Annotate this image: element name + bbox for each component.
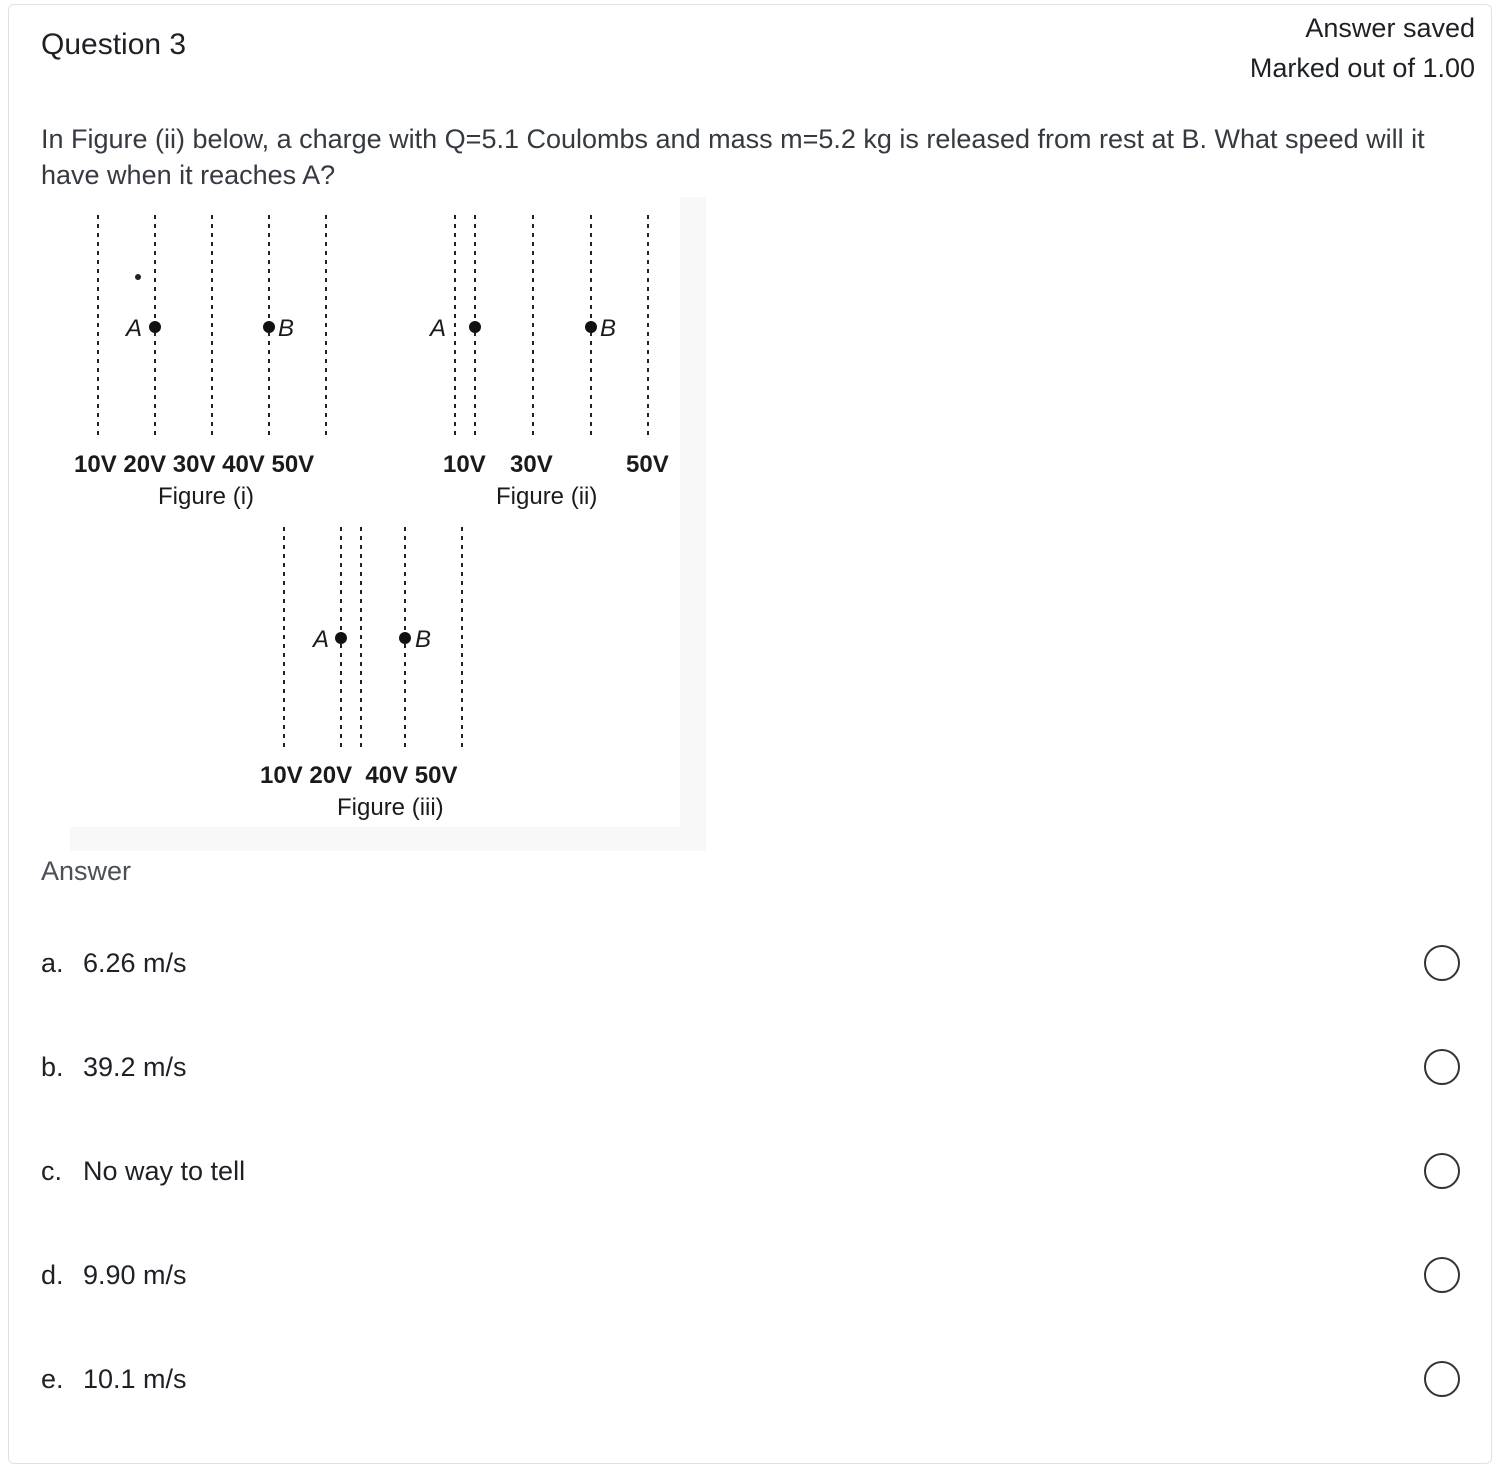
marked-out-of: Marked out of 1.00 bbox=[1249, 53, 1475, 83]
answer-option-e[interactable] bbox=[41, 1349, 1461, 1409]
option-b-letter: b. bbox=[41, 1051, 64, 1082]
figure-background bbox=[70, 197, 680, 827]
fig2-point-b-dot bbox=[585, 321, 597, 333]
option-a-label[interactable]: 6.26 m/s bbox=[83, 947, 187, 978]
figure-svg bbox=[70, 197, 706, 851]
answer-saved-status: Answer saved bbox=[1305, 13, 1475, 43]
answer-option-c[interactable] bbox=[41, 1141, 1461, 1201]
option-c-letter: c. bbox=[41, 1155, 63, 1186]
option-d-radio[interactable] bbox=[1424, 1257, 1460, 1293]
fig1-point-a-label: A bbox=[126, 315, 143, 342]
fig2-label-30v: 30V bbox=[510, 451, 553, 478]
fig3-voltage-labels: 10V 20V 40V 50V bbox=[260, 762, 458, 789]
option-e-radio[interactable] bbox=[1424, 1361, 1460, 1397]
option-d-label[interactable]: 9.90 m/s bbox=[83, 1259, 187, 1290]
option-a-letter: a. bbox=[41, 947, 64, 978]
fig2-point-b-label: B bbox=[600, 315, 617, 342]
option-c-radio[interactable] bbox=[1424, 1153, 1460, 1189]
fig2-caption: Figure (ii) bbox=[496, 483, 598, 510]
fig1-point-a-dot bbox=[149, 321, 161, 333]
answer-option-b[interactable] bbox=[41, 1037, 1461, 1097]
fig2-label-50v: 50V bbox=[626, 451, 669, 478]
fig1-point-b-dot bbox=[263, 321, 275, 333]
equipotential-figure bbox=[70, 197, 706, 851]
fig3-point-b-label: B bbox=[415, 626, 432, 653]
question-text: In Figure (ii) below, a charge with Q=5.1 Coulombs and mass m=5.2 kg is released from rest at B. What speed will it have when it reaches A? bbox=[41, 124, 1425, 190]
fig3-point-a-label: A bbox=[313, 626, 330, 653]
option-d-text[interactable] bbox=[41, 1260, 187, 1291]
option-b-label[interactable]: 39.2 m/s bbox=[83, 1051, 187, 1082]
option-e-label[interactable]: 10.1 m/s bbox=[83, 1363, 187, 1394]
fig1-voltage-labels: 10V 20V 30V 40V 50V bbox=[74, 451, 315, 478]
fig3-point-a-dot bbox=[335, 632, 347, 644]
fig2-point-a-label: A bbox=[430, 315, 447, 342]
option-e-text[interactable] bbox=[41, 1364, 187, 1395]
option-d-letter: d. bbox=[41, 1259, 64, 1290]
fig2-point-a-dot bbox=[469, 321, 481, 333]
option-e-letter: e. bbox=[41, 1363, 64, 1394]
fig3-point-b-dot bbox=[399, 632, 411, 644]
answer-label: Answer bbox=[41, 856, 132, 886]
fig1-stray-dot bbox=[135, 274, 141, 280]
option-a-radio[interactable] bbox=[1424, 945, 1460, 981]
fig2-label-10v: 10V bbox=[443, 451, 486, 478]
question-status bbox=[1250, 8, 1475, 88]
option-b-text[interactable] bbox=[41, 1052, 187, 1083]
question-title: Question 3 bbox=[41, 28, 187, 61]
fig3-caption: Figure (iii) bbox=[337, 794, 444, 821]
option-c-label[interactable]: No way to tell bbox=[83, 1155, 246, 1186]
answer-option-d[interactable] bbox=[41, 1245, 1461, 1305]
option-c-text[interactable] bbox=[41, 1156, 245, 1187]
option-a-text[interactable] bbox=[41, 948, 187, 979]
fig1-point-b-label: B bbox=[278, 315, 295, 342]
option-b-radio[interactable] bbox=[1424, 1049, 1460, 1085]
answer-option-a[interactable] bbox=[41, 933, 1461, 993]
fig1-caption: Figure (i) bbox=[158, 483, 255, 510]
